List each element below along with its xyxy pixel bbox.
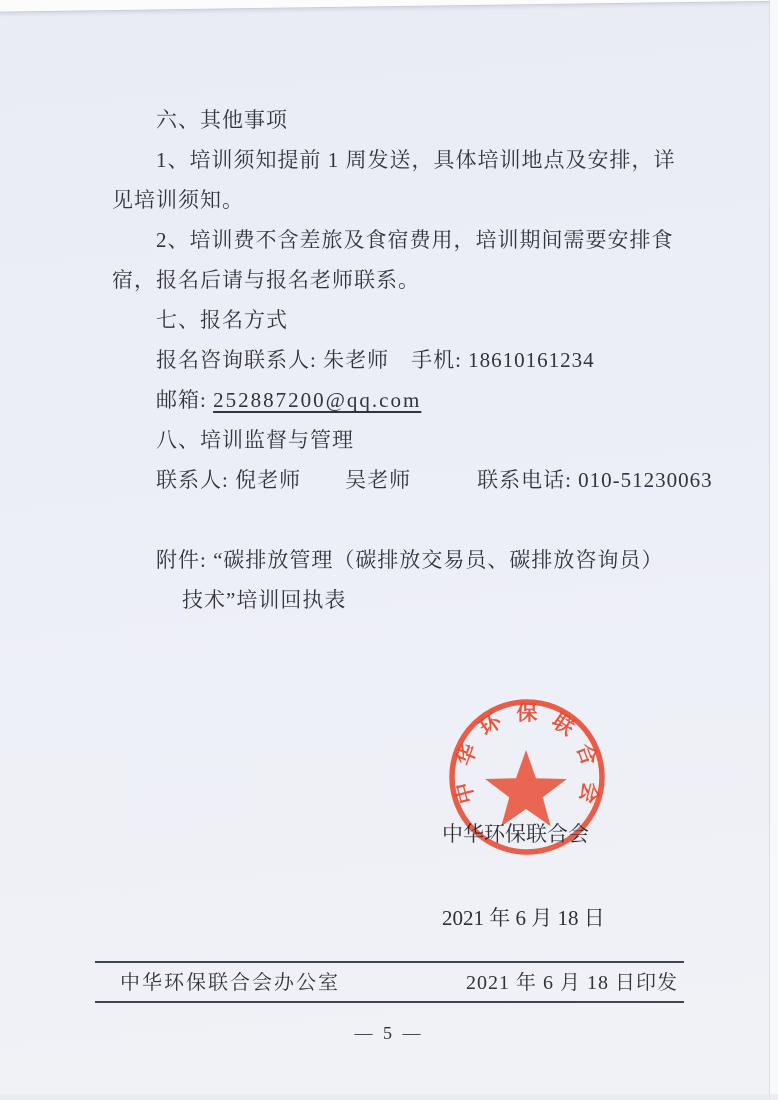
supervisor-contact-line: 联系人: 倪老师 吴老师 联系电话: 010-51230063 bbox=[156, 468, 713, 492]
section-heading-6: 六、其他事项 bbox=[156, 108, 288, 132]
scan-edge-right bbox=[769, 0, 778, 1100]
scan-edge-bottom bbox=[0, 1094, 778, 1100]
signature-date: 2021 年 6 月 18 日 bbox=[442, 906, 605, 930]
footer-print-date: 2021 年 6 月 18 日印发 bbox=[466, 972, 678, 994]
signature-block bbox=[442, 764, 605, 988]
email-label: 邮箱: bbox=[156, 388, 214, 412]
contact-phone-line: 报名咨询联系人: 朱老师 手机: 18610161234 bbox=[156, 348, 595, 372]
seal-arc-text: 中华环保联合会 bbox=[450, 700, 604, 807]
document-body bbox=[112, 100, 713, 620]
section-heading-8: 八、培训监督与管理 bbox=[156, 428, 354, 452]
attachment-line-2: 技术”培训回执表 bbox=[182, 588, 347, 612]
page-number: — 5 — bbox=[354, 1023, 424, 1043]
email-address: 252887200@qq.com bbox=[213, 388, 422, 412]
footer-rule-bottom bbox=[95, 1001, 684, 1003]
paragraph-1-line-1: 1、培训须知提前 1 周发送，具体培训地点及安排，详 bbox=[156, 148, 676, 172]
paragraph-2-line-1: 2、培训费不含差旅及食宿费用，培训期间需要安排食 bbox=[156, 228, 674, 252]
email-line bbox=[112, 380, 686, 420]
blank-line bbox=[112, 500, 686, 540]
attachment-line-1: 附件: “碳排放管理（碳排放交易员、碳排放咨询员） bbox=[156, 548, 664, 572]
scan-edge-top bbox=[0, 0, 778, 13]
paragraph-1-line-2: 见培训须知。 bbox=[112, 188, 244, 212]
footer-issuer: 中华环保联合会办公室 bbox=[120, 972, 340, 994]
signature-org: 中华环保联合会 bbox=[442, 822, 589, 846]
paragraph-2-line-2: 宿，报名后请与报名老师联系。 bbox=[112, 268, 420, 292]
section-heading-7: 七、报名方式 bbox=[156, 308, 288, 332]
